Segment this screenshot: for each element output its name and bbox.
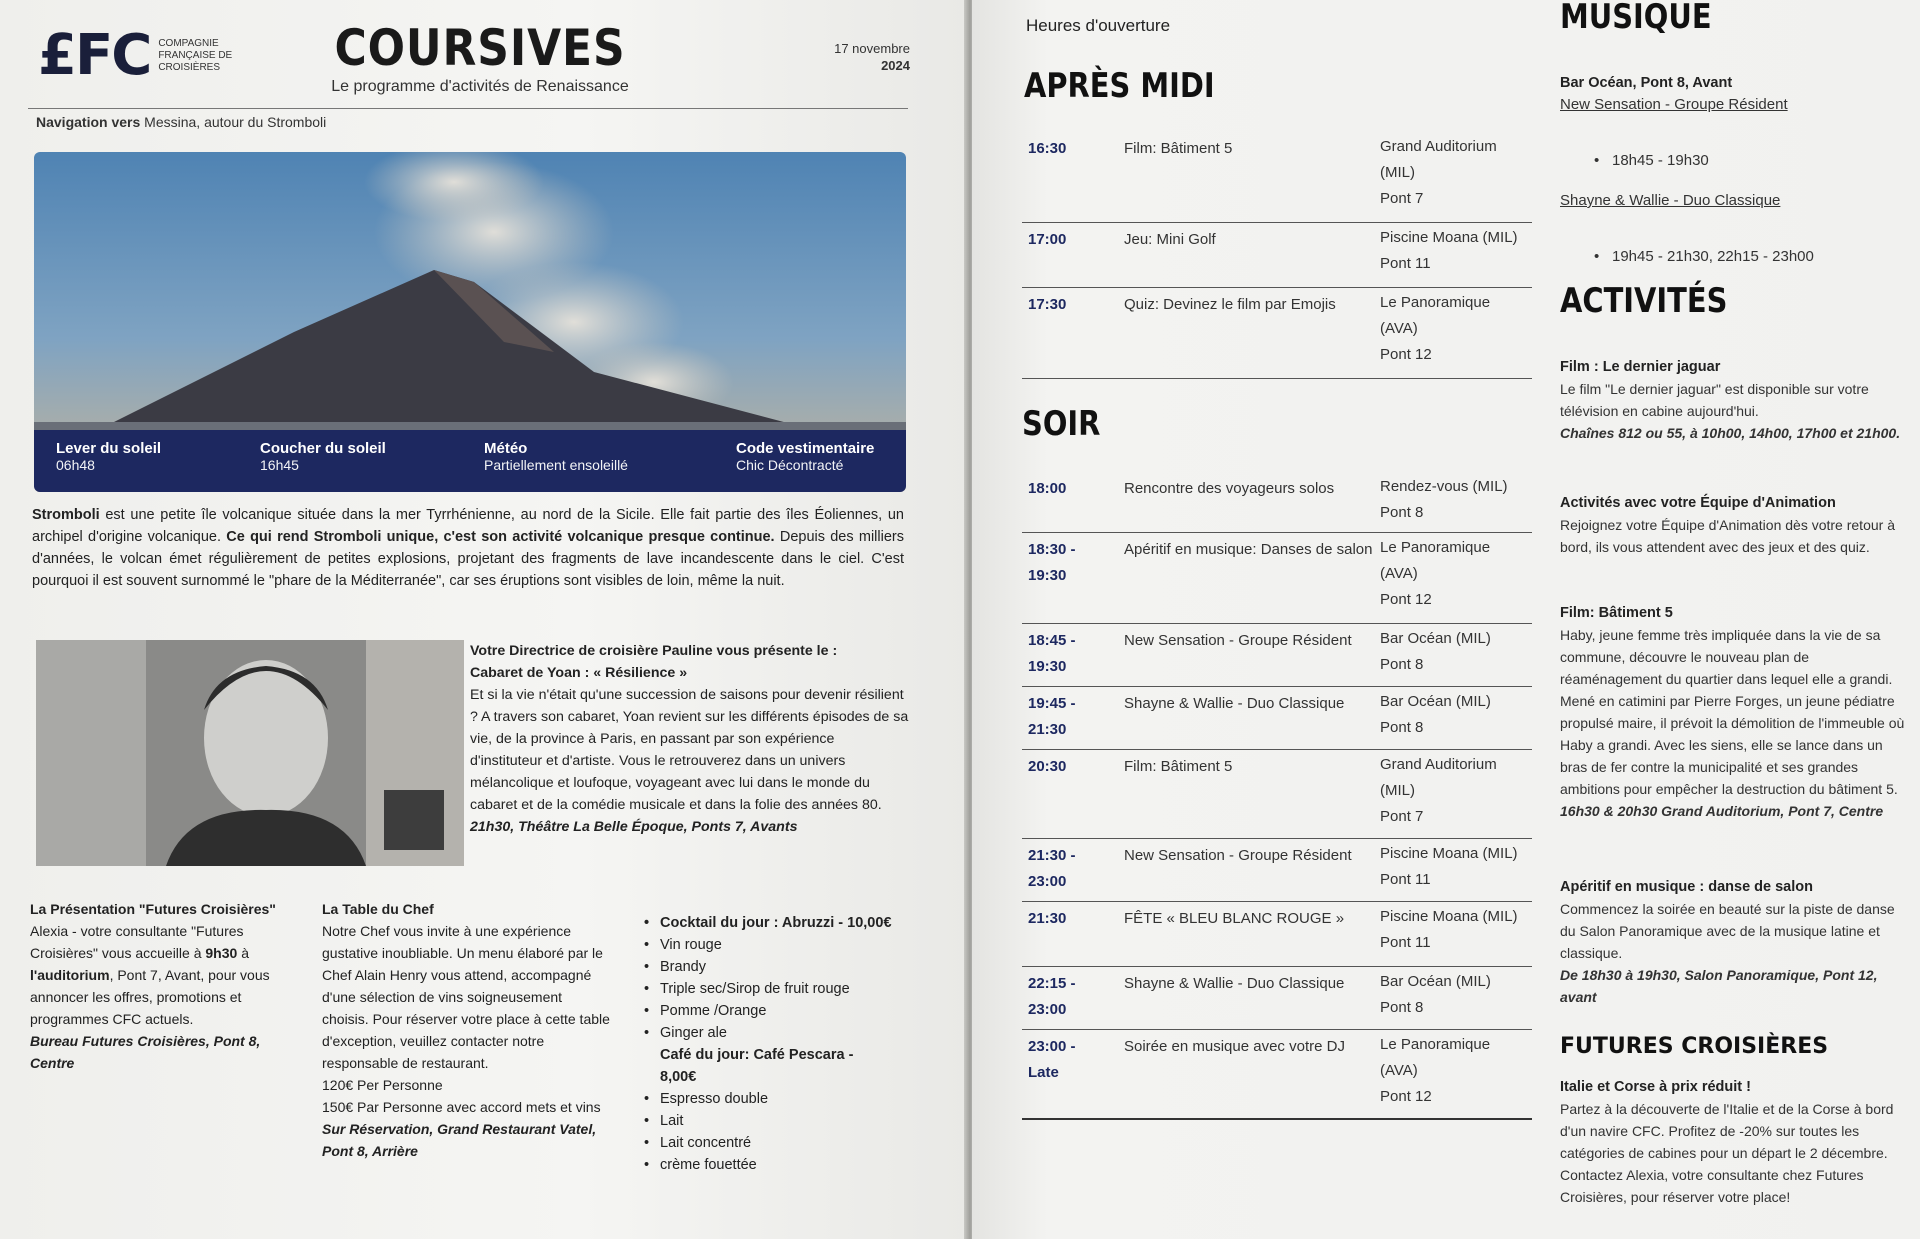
chef-title: La Table du Chef xyxy=(322,901,434,917)
activities-heading: ACTIVITÉS xyxy=(1560,281,1728,321)
row-activity: Rencontre des voyageurs solos xyxy=(1124,480,1335,497)
page-subtitle: Le programme d'activités de Renaissance xyxy=(331,78,629,95)
masthead xyxy=(310,20,650,96)
row-time: 23:00 - Late xyxy=(1028,1038,1076,1081)
chef-table xyxy=(322,898,612,1162)
sunset-value: 16h45 xyxy=(260,457,299,473)
table-row xyxy=(1022,687,1532,750)
list-item: • Lait xyxy=(660,1110,892,1132)
page-title: COURSIVES xyxy=(334,19,626,77)
animation-title: Activités avec votre Équipe d'Animation xyxy=(1560,495,1836,511)
cabaret-intro: Votre Directrice de croisière Pauline vous présente le : xyxy=(470,643,838,659)
cabaret-article xyxy=(470,640,910,838)
dress-code-value: Chic Décontracté xyxy=(736,457,844,473)
list-item: • Pomme /Orange xyxy=(660,1000,892,1022)
row-location xyxy=(1380,969,1530,1021)
batiment-location: 16h30 & 20h30 Grand Auditorium, Pont 7, Centre xyxy=(1560,803,1884,819)
weather-value: Partiellement ensoleillé xyxy=(484,457,628,473)
stromboli-hero xyxy=(34,152,906,492)
futures-text-2: à xyxy=(237,945,249,961)
row-location xyxy=(1380,225,1530,277)
coffee-title: Café du jour: Café Pescara - 8,00€ xyxy=(660,1047,854,1085)
row-deck: Pont 11 xyxy=(1380,871,1431,888)
activity-jaguar xyxy=(1560,356,1912,444)
offer-body: Partez à la découverte de l'Italie et de la Corse à bord d'un navire CFC. Profitez de -20% sur toutes les catégories de cabines pour un départ le 2 décembre. Contactez Alexia, votre consultante chez Futures Croisières, pour réserver votre place! xyxy=(1560,1101,1894,1205)
band-1-name: New Sensation - Groupe Résident xyxy=(1560,96,1788,113)
row-time: 19:45 - 21:30 xyxy=(1028,695,1076,738)
cfc-logo xyxy=(38,23,238,88)
jaguar-title: Film : Le dernier jaguar xyxy=(1560,359,1721,375)
row-venue: Grand Auditorium (MIL) xyxy=(1380,756,1497,799)
row-deck: Pont 12 xyxy=(1380,591,1432,608)
band-1-times: • 18h45 - 19h30 xyxy=(1560,150,1709,172)
row-time: 21:30 xyxy=(1028,910,1067,927)
table-row xyxy=(1022,624,1532,687)
afternoon-heading: APRÈS MIDI xyxy=(1024,66,1215,106)
row-time: 18:00 xyxy=(1028,480,1067,497)
band-2-times: • 19h45 - 21h30, 22h15 - 23h00 xyxy=(1560,246,1814,268)
future-cruises-heading: FUTURES CROISIÈRES xyxy=(1560,1034,1829,1059)
list-item: • crème fouettée xyxy=(660,1154,892,1176)
band-2-name: Shayne & Wallie - Duo Classique xyxy=(1560,192,1781,209)
dress-code xyxy=(736,440,874,473)
sunset-label: Coucher du soleil xyxy=(260,440,386,457)
futures-text-3: , Pont 7, Avant, pour vous annoncer les offres, promotions et programmes CFC actuels. xyxy=(30,967,270,1027)
futures-presentation xyxy=(30,898,302,1074)
row-location xyxy=(1380,290,1530,368)
row-activity: Shayne & Wallie - Duo Classique xyxy=(1124,695,1345,712)
batiment-body: Haby, jeune femme très impliquée dans la vie de sa commune, découvre le nouveau plan de réaménagement du quartier dans lequel elle a grandi. Mené en catimini par Pierre Forges, un jeune pédiatre propulsé maire, il prévoit la démolition de l'immeuble où Haby a grandi. Avec les siens, elle se lance dans un bras de fer contre la municipalité et ses grandes ambitions pour empêcher la destruction du bâtiment 5. xyxy=(1560,627,1905,797)
sunset xyxy=(260,440,386,473)
row-activity: Film: Bâtiment 5 xyxy=(1124,140,1233,157)
coffee-list xyxy=(642,1088,892,1176)
music-venue: Bar Océan, Pont 8, Avant xyxy=(1560,75,1733,91)
row-venue: Piscine Moana (MIL) xyxy=(1380,229,1518,246)
table-row xyxy=(1022,533,1532,624)
music-heading: MUSIQUE xyxy=(1560,0,1712,37)
chef-price-1: 120€ Per Personne xyxy=(322,1077,443,1093)
issue-date-day: 17 novembre xyxy=(834,41,910,56)
row-activity: Shayne & Wallie - Duo Classique xyxy=(1124,975,1345,992)
futures-body xyxy=(30,920,302,1030)
row-activity: Quiz: Devinez le film par Emojis xyxy=(1124,296,1336,313)
row-venue: Grand Auditorium (MIL) xyxy=(1380,138,1497,181)
activity-aperitif xyxy=(1560,876,1912,1008)
futures-time: 9h30 xyxy=(205,945,238,961)
row-venue: Le Panoramique (AVA) xyxy=(1380,294,1491,337)
animation-body: Rejoignez votre Équipe d'Animation dès votre retour à bord, ils vous attendent avec des jeux et des quiz. xyxy=(1560,517,1895,555)
portrait-image xyxy=(36,640,464,866)
logo-mark: £FC xyxy=(38,23,151,88)
activity-batiment5 xyxy=(1560,602,1912,822)
row-time: 16:30 xyxy=(1028,140,1067,157)
intro-text-2: Depuis des milliers d'années, le volcan émet régulièrement de petites explosions, projetant des fragments de lave incandescente dans le ciel. C'est pourquoi il est souvent surnommé le "phare de la Méditerranée", car ses éruptions sont visibles de loin, même la nuit. xyxy=(32,529,904,589)
table-row xyxy=(1022,839,1532,902)
dress-code-label: Code vestimentaire xyxy=(736,440,875,457)
chef-location: Sur Réservation, Grand Restaurant Vatel, Pont 8, Arrière xyxy=(322,1121,597,1159)
row-venue: Piscine Moana (MIL) xyxy=(1380,845,1518,862)
row-deck: Pont 12 xyxy=(1380,346,1432,363)
row-activity: New Sensation - Groupe Résident xyxy=(1124,847,1352,864)
divider xyxy=(28,108,908,109)
navigation-destination: Messina, autour du Stromboli xyxy=(144,114,327,130)
cabaret-location: 21h30, Théâtre La Belle Époque, Ponts 7, Avants xyxy=(470,819,798,835)
jaguar-channels: Chaînes 812 ou 55, à 10h00, 14h00, 17h00 et 21h00. xyxy=(1560,425,1901,441)
futures-place: l'auditorium xyxy=(30,967,110,983)
row-location xyxy=(1380,752,1530,830)
table-row xyxy=(1022,472,1532,533)
table-row xyxy=(1022,132,1532,223)
cocktail-list xyxy=(642,912,892,1044)
row-location xyxy=(1380,689,1530,741)
cabaret-body: Et si la vie n'était qu'une succession de saisons pour devenir résilient ? A travers son cabaret, Yoan revient sur les différents épisodes de sa vie, de la province à Paris, en passant par son expérience d'instituteur et d'artiste. Vous le retrouverez dans un univers mélancolique et loufoque, voyageant avec lui dans le monde du cabaret et de la comédie musicale et dans la folie des années 80. xyxy=(470,687,909,813)
row-time: 22:15 - 23:00 xyxy=(1028,975,1076,1018)
evening-heading: SOIR xyxy=(1022,404,1101,444)
intro-text-1: est une petite île volcanique située dans la mer Tyrrhénienne, au nord de la Sicile. Elle fait partie des îles Éoliennes, un archipel d'origine volcanique. xyxy=(32,507,904,545)
row-deck: Pont 11 xyxy=(1380,934,1431,951)
list-item: • Lait concentré xyxy=(660,1132,892,1154)
evening-schedule xyxy=(1022,472,1532,1120)
row-location xyxy=(1380,1032,1530,1110)
navigation-line xyxy=(36,114,326,130)
table-row xyxy=(1022,967,1532,1030)
table-row xyxy=(1022,288,1532,379)
row-time: 21:30 - 23:00 xyxy=(1028,847,1076,890)
opening-hours-label: Heures d'ouverture xyxy=(1026,16,1171,35)
table-row xyxy=(1022,223,1532,288)
batiment-title: Film: Bâtiment 5 xyxy=(1560,605,1673,621)
row-time: 18:45 - 19:30 xyxy=(1028,632,1076,675)
row-venue: Bar Océan (MIL) xyxy=(1380,973,1491,990)
row-venue: Bar Océan (MIL) xyxy=(1380,630,1491,647)
row-venue: Le Panoramique (AVA) xyxy=(1380,1036,1491,1079)
row-deck: Pont 12 xyxy=(1380,1088,1432,1105)
futures-location: Bureau Futures Croisières, Pont 8, Centre xyxy=(30,1033,261,1071)
row-activity: Soirée en musique avec votre DJ xyxy=(1124,1038,1345,1055)
row-time: 20:30 xyxy=(1028,758,1067,775)
aperitif-title: Apéritif en musique : danse de salon xyxy=(1560,879,1813,895)
cabaret-title: Cabaret de Yoan : « Résilience » xyxy=(470,665,688,681)
row-location xyxy=(1380,841,1530,893)
list-item: • Triple sec/Sirop de fruit rouge xyxy=(660,978,892,1000)
row-time: 17:00 xyxy=(1028,231,1067,248)
row-location xyxy=(1380,134,1530,212)
issue-date xyxy=(800,40,910,74)
row-location xyxy=(1380,474,1530,526)
cocktail-title: • Cocktail du jour : Abruzzi - 10,00€ xyxy=(660,912,892,934)
weather-label: Météo xyxy=(484,440,528,457)
row-location xyxy=(1380,535,1530,613)
weather xyxy=(484,440,628,473)
issue-date-year: 2024 xyxy=(881,58,910,73)
row-location xyxy=(1380,904,1530,956)
jaguar-body: Le film "Le dernier jaguar" est disponible sur votre télévision en cabine aujourd'hui. xyxy=(1560,381,1869,419)
afternoon-schedule xyxy=(1022,132,1532,379)
sunrise-value: 06h48 xyxy=(56,457,95,473)
offer-title: Italie et Corse à prix réduit ! xyxy=(1560,1079,1751,1095)
table-row xyxy=(1022,750,1532,839)
row-location xyxy=(1380,626,1530,678)
table-row xyxy=(1022,1030,1532,1120)
intro-lead: Stromboli xyxy=(32,507,100,523)
row-activity: Jeu: Mini Golf xyxy=(1124,231,1216,248)
row-venue: Bar Océan (MIL) xyxy=(1380,693,1491,710)
row-deck: Pont 8 xyxy=(1380,504,1424,521)
chef-body: Notre Chef vous invite à une expérience gustative inoubliable. Un menu élaboré par le Chef Alain Henry vous attend, accompagné d'une sélection de vins soigneusement choisis. Pour réserver votre place à cette table d'exception, veuillez contacter notre responsable de restaurant. xyxy=(322,923,610,1071)
row-time: 17:30 xyxy=(1028,296,1067,313)
future-cruises-offer xyxy=(1560,1076,1912,1208)
list-item: • Brandy xyxy=(660,956,892,978)
aperitif-body: Commencez la soirée en beauté sur la piste de danse du Salon Panoramique avec de la musique latine et classique. xyxy=(1560,901,1895,961)
row-deck: Pont 7 xyxy=(1380,190,1424,207)
row-venue: Piscine Moana (MIL) xyxy=(1380,908,1518,925)
row-deck: Pont 7 xyxy=(1380,808,1424,825)
row-time: 18:30 - 19:30 xyxy=(1028,541,1076,584)
row-deck: Pont 8 xyxy=(1380,656,1424,673)
list-item: • Ginger ale xyxy=(660,1022,892,1044)
row-activity: FÊTE « BLEU BLANC ROUGE » xyxy=(1124,910,1345,927)
row-activity: New Sensation - Groupe Résident xyxy=(1124,632,1352,649)
table-row xyxy=(1022,902,1532,967)
row-activity: Film: Bâtiment 5 xyxy=(1124,758,1233,775)
row-deck: Pont 8 xyxy=(1380,719,1424,736)
futures-text-1: Alexia - votre consultante "Futures Croisières" vous accueille à xyxy=(30,923,244,961)
futures-title: La Présentation "Futures Croisières" xyxy=(30,901,276,917)
sunrise xyxy=(56,440,161,473)
logo-subtitle: COMPAGNIE FRANÇAISE DE CROISIÈRES xyxy=(158,38,233,73)
row-deck: Pont 8 xyxy=(1380,999,1424,1016)
drinks-of-day xyxy=(642,912,892,1176)
intro-highlight: Ce qui rend Stromboli unique, c'est son activité volcanique presque continue. xyxy=(226,529,775,545)
aperitif-location: De 18h30 à 19h30, Salon Panoramique, Pont 12, avant xyxy=(1560,967,1878,1005)
chef-price-2: 150€ Par Personne avec accord mets et vins xyxy=(322,1099,601,1115)
info-bar xyxy=(34,430,906,492)
row-deck: Pont 11 xyxy=(1380,255,1431,272)
activity-animation xyxy=(1560,492,1912,558)
yoan-portrait xyxy=(36,640,464,866)
row-activity: Apéritif en musique: Danses de salon xyxy=(1124,541,1373,558)
navigation-label: Navigation vers xyxy=(36,114,141,130)
row-venue: Rendez-vous (MIL) xyxy=(1380,478,1508,495)
sunrise-label: Lever du soleil xyxy=(56,440,162,457)
stromboli-intro xyxy=(32,504,904,592)
row-venue: Le Panoramique (AVA) xyxy=(1380,539,1491,582)
list-item: • Vin rouge xyxy=(660,934,892,956)
list-item: • Espresso double xyxy=(660,1088,892,1110)
